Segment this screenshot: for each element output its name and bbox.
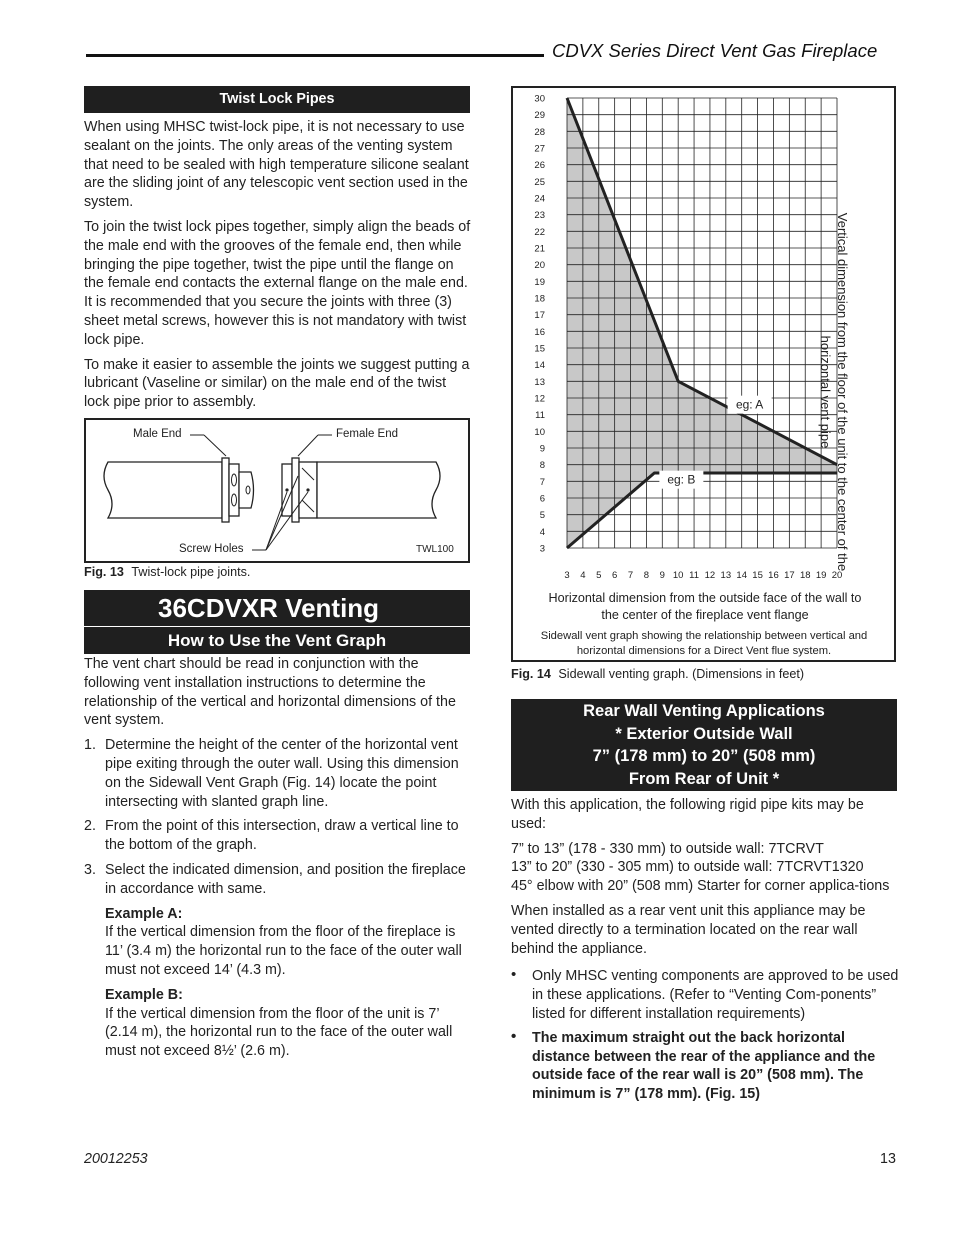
fig13-code: TWL100 bbox=[416, 544, 454, 555]
twist-para-1: When using MHSC twist-lock pipe, it is not necessary to use sealant on the joints. The only areas of the venting system that need to be sealed with high temperature silicone sealant are the sliding joint of any telescopic vent section used in the system. bbox=[84, 119, 469, 211]
x-tick-label: 4 bbox=[580, 570, 586, 581]
bullet-char: • bbox=[511, 1027, 517, 1045]
example-b-title: Example B: bbox=[105, 986, 183, 1003]
rear-heading-line: 7” (178 mm) to 20” (508 mm) bbox=[592, 747, 816, 765]
y-tick-label: 18 bbox=[534, 293, 545, 305]
y-tick-label: 15 bbox=[534, 343, 545, 355]
y-tick-label: 19 bbox=[534, 276, 545, 288]
rear-para-2: When installed as a rear vent unit this appliance may be vented directly to a termination located on the rear wall behind the appliance. bbox=[511, 902, 866, 957]
y-tick-label: 3 bbox=[539, 543, 545, 555]
venting-intro: The vent chart should be read in conjunction with the following vent installation instructions to determine the relationship of the vertical and horizontal dimensions of the vent system. bbox=[84, 656, 456, 729]
y-tick-label: 29 bbox=[534, 110, 545, 122]
twist-lock-heading: Twist Lock Pipes bbox=[84, 86, 470, 113]
y-tick-label: 17 bbox=[534, 310, 545, 322]
x-tick-label: 15 bbox=[752, 570, 763, 581]
y-tick-label: 22 bbox=[534, 226, 545, 238]
x-tick-label: 8 bbox=[643, 570, 650, 581]
vent-step bbox=[84, 736, 470, 811]
y-tick-label: 25 bbox=[534, 176, 545, 188]
x-tick-label: 11 bbox=[689, 570, 699, 581]
step-text: Determine the height of the center of the horizontal vent pipe exiting through the outer wall. Using this dimension on the Sidewall Vent Graph (Fig. 14) locate the point intersecting with slanted graph line. bbox=[105, 737, 459, 810]
fig13-illustration bbox=[84, 418, 470, 563]
kit-line: 13” to 20” (330 - 305 mm) to outside wall: 7TCRVT1320 bbox=[511, 859, 864, 876]
fig13-caption-text: Twist-lock pipe joints. bbox=[131, 565, 251, 579]
vent-graph-frame bbox=[511, 86, 896, 662]
fig14-caption-label: Fig. 14 bbox=[511, 667, 551, 681]
annotation-label: eg: B bbox=[667, 472, 696, 487]
chart-ylabel: Vertical dimension from the floor of the unit to the center of the horizontal vent pipe bbox=[818, 212, 850, 572]
y-tick-label: 27 bbox=[534, 143, 545, 155]
x-tick-label: 6 bbox=[611, 570, 618, 581]
y-tick-label: 24 bbox=[534, 193, 545, 205]
x-tick-label: 18 bbox=[799, 570, 811, 581]
y-tick-label: 8 bbox=[539, 460, 545, 472]
step-num: 2. bbox=[84, 818, 96, 835]
rear-heading-line: From Rear of Unit * bbox=[628, 769, 780, 788]
rear-wall-heading bbox=[511, 699, 897, 791]
y-tick-label: 5 bbox=[539, 510, 545, 522]
rear-wall-body bbox=[511, 796, 901, 1109]
twist-lock-body bbox=[84, 118, 474, 412]
venting-body bbox=[84, 655, 470, 1061]
y-tick-label: 28 bbox=[534, 126, 545, 138]
page-number: 13 bbox=[880, 1151, 896, 1167]
y-tick-label: 16 bbox=[534, 326, 545, 338]
x-tick-label: 13 bbox=[720, 570, 732, 581]
example-a bbox=[84, 905, 470, 1061]
header-title: CDVX Series Direct Vent Gas Fireplace bbox=[552, 40, 878, 61]
x-tick-label: 16 bbox=[768, 570, 779, 581]
annotation-label: eg: A bbox=[735, 397, 764, 412]
rear-bullet bbox=[511, 1029, 901, 1104]
fig14-caption-text: Sidewall venting graph. (Dimensions in feet) bbox=[558, 667, 805, 681]
step-num: 3. bbox=[84, 861, 96, 878]
female-end-label: Female End bbox=[336, 428, 399, 440]
venting-title bbox=[84, 590, 470, 626]
rear-heading-line: Rear Wall Venting Applications bbox=[583, 702, 825, 720]
vent-step bbox=[84, 817, 470, 855]
screw-holes-label: Screw Holes bbox=[179, 543, 244, 555]
y-tick-label: 23 bbox=[534, 210, 545, 222]
y-tick-label: 30 bbox=[534, 93, 545, 105]
x-tick-label: 10 bbox=[672, 570, 684, 581]
fig13-caption bbox=[84, 565, 250, 579]
chart-title: Sidewall vent graph showing the relationship between vertical and horizontal dimensions for a Direct Vent flue system. bbox=[540, 630, 868, 657]
y-tick-label: 10 bbox=[534, 426, 545, 438]
y-tick-label: 6 bbox=[539, 493, 545, 505]
y-tick-label: 14 bbox=[534, 360, 545, 372]
chart-xlabel: Horizontal dimension from the outside face of the wall to the center of the fireplace vent flange bbox=[548, 591, 862, 622]
y-tick-label: 11 bbox=[535, 410, 545, 422]
x-tick-label: 19 bbox=[815, 570, 827, 581]
y-tick-label: 12 bbox=[534, 393, 545, 405]
example-a-text: If the vertical dimension from the floor of the fireplace is 11’ (3.4 m) the horizontal run to the face of the outer wall must not exceed 14’ (4.3 m). bbox=[105, 924, 462, 978]
y-tick-label: 21 bbox=[534, 243, 545, 255]
example-b-text: If the vertical dimension from the floor of the unit is 7’ (2.14 m), the horizontal run to the face of the outer wall must not exceed 8½’ (2.6 m). bbox=[105, 1005, 453, 1060]
twist-para-2: To join the twist lock pipes together, simply align the beads of the male end with the grooves of the female end, then while bringing the pipe together, twist the pipe until the flange on the female end contacts the external flange on the male end. It is recommended that you secure the joints with three (3) sheet metal screws, however this is not mandatory with twist lock pipe. bbox=[84, 218, 471, 348]
twist-para-3: To make it easier to assemble the joints we suggest putting a lubricant (Vaseline or similar) on the male end of the twist lock pipe prior to assembly. bbox=[84, 356, 470, 411]
step-text: Select the indicated dimension, and position the fireplace in accordance with same. bbox=[105, 861, 466, 897]
example-a-title: Example A: bbox=[105, 905, 183, 922]
fig13-caption-label: Fig. 13 bbox=[84, 565, 124, 579]
vent-graph-subtitle: How to Use the Vent Graph bbox=[84, 627, 470, 654]
y-tick-label: 9 bbox=[539, 443, 545, 455]
y-tick-label: 26 bbox=[534, 160, 545, 172]
fig14-caption bbox=[511, 667, 804, 681]
x-tick-label: 9 bbox=[659, 570, 665, 581]
y-tick-label: 7 bbox=[539, 476, 545, 488]
kit-line: 7” to 13” (178 - 330 mm) to outside wall: 7TCRVT bbox=[511, 840, 824, 857]
kit-line: 45° elbow with 20” (508 mm) Starter for corner applica-tions bbox=[511, 878, 890, 895]
rear-para-1: With this application, the following rigid pipe kits may be used: bbox=[511, 797, 864, 832]
y-tick-label: 20 bbox=[534, 260, 545, 272]
x-tick-label: 5 bbox=[596, 570, 602, 581]
rear-heading-line: * Exterior Outside Wall bbox=[615, 724, 793, 743]
bullet-text: The maximum straight out the back horizontal distance between the rear of the appliance and the outside face of the rear wall is 20” (508 mm). The minimum is 7” (178 mm). (Fig. 15) bbox=[532, 1029, 876, 1103]
male-end-label: Male End bbox=[133, 428, 182, 440]
doc-number: 20012253 bbox=[84, 1151, 148, 1167]
x-tick-label: 7 bbox=[627, 570, 634, 581]
x-tick-label: 14 bbox=[736, 570, 747, 581]
bullet-text: Only MHSC venting components are approved to be used in these applications. (Refer to “Venting Com-ponents” listed for different installation requirements) bbox=[532, 968, 899, 1022]
vent-steps-list bbox=[84, 736, 470, 898]
x-tick-label: 17 bbox=[784, 570, 795, 581]
x-tick-label: 3 bbox=[564, 570, 570, 581]
venting-title-text: 36CDVXR Venting bbox=[158, 593, 380, 623]
bullet-char: • bbox=[511, 966, 517, 984]
twist-lock-pipe-diagram bbox=[86, 420, 468, 561]
step-num: 1. bbox=[84, 737, 96, 754]
header-rule bbox=[86, 54, 544, 57]
x-tick-label: 12 bbox=[704, 570, 716, 581]
y-tick-label: 13 bbox=[534, 376, 545, 388]
x-tick-label: 20 bbox=[831, 570, 843, 581]
vent-step bbox=[84, 861, 470, 899]
step-text: From the point of this intersection, draw a vertical line to the bottom of the graph. bbox=[105, 818, 459, 854]
rear-bullets bbox=[511, 967, 901, 1104]
rear-bullet bbox=[511, 967, 901, 1023]
y-tick-label: 4 bbox=[539, 526, 545, 538]
